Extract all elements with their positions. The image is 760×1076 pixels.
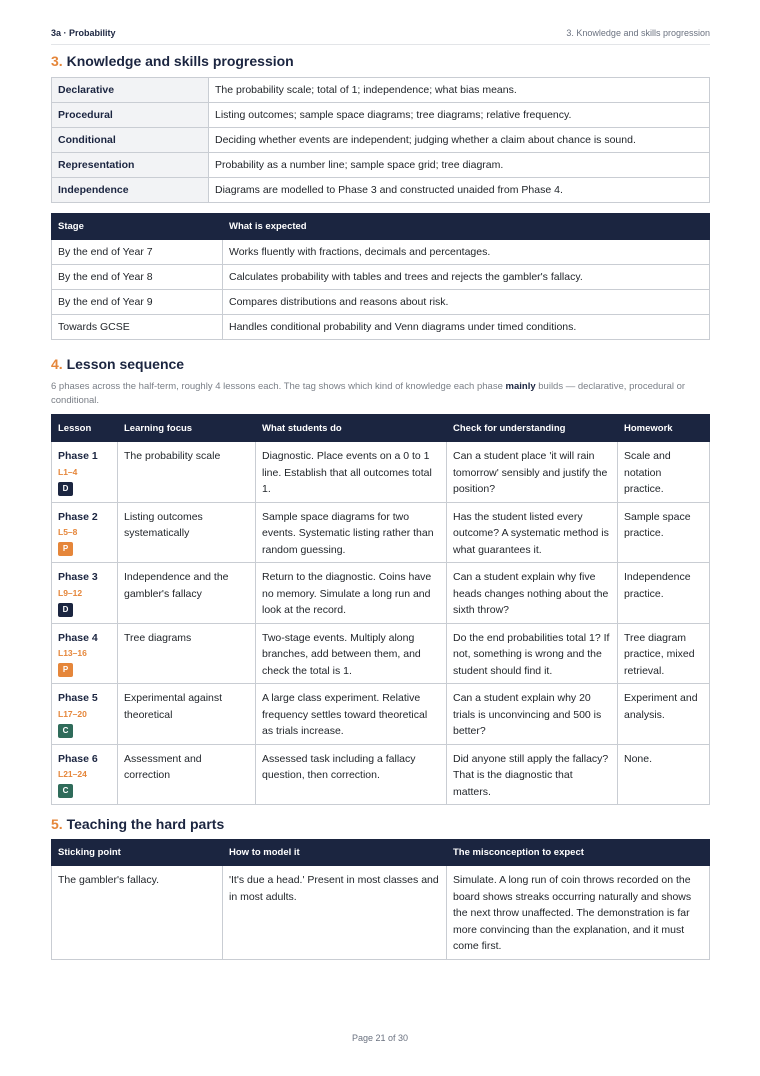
lesson-cell: [52, 684, 118, 745]
column-header: Sticking point: [52, 840, 223, 866]
intro-emphasis: mainly: [505, 381, 536, 392]
expected-cell: Handles conditional probability and Venn diagrams under timed conditions.: [223, 315, 710, 340]
lesson-range: L5–8: [58, 527, 78, 537]
hard-parts-table: [51, 839, 710, 960]
table-row: [52, 178, 710, 203]
stages-header-row: [52, 214, 710, 240]
homework-cell: Sample space practice.: [618, 502, 710, 563]
lesson-range: L21–24: [58, 769, 87, 779]
phase-name: Phase 3: [58, 571, 98, 583]
lessons-header-row: [52, 415, 710, 442]
column-header: Lesson: [52, 415, 118, 442]
misconception-cell: Simulate. A long run of coin throws recorded on the board shows streaks occurring naturally and shows the next throw unaffected. The demonstration is far more convincing than the explanation, and it must come first.: [447, 866, 710, 960]
stage-cell: By the end of Year 7: [52, 240, 223, 265]
table-row: [52, 103, 710, 128]
table-row: [52, 684, 710, 745]
column-header: Stage: [52, 214, 223, 240]
phase-name: Phase 5: [58, 692, 98, 704]
expected-cell: Calculates probability with tables and trees and rejects the gambler's fallacy.: [223, 265, 710, 290]
phase-name: Phase 4: [58, 631, 98, 644]
page-footer: Page 21 of 30: [351, 1033, 409, 1043]
students-do-cell: Return to the diagnostic. Coins have no memory. Simulate a long run and look at the record.: [256, 563, 447, 624]
students-do-cell: Assessed task including a fallacy question, then correction.: [256, 744, 447, 805]
expected-cell: Compares distributions and reasons about risk.: [223, 290, 710, 315]
lesson-sequence-table: [51, 414, 710, 805]
intro-text: builds — declarative, procedural or conditional.: [51, 381, 686, 406]
table-row: [52, 128, 710, 153]
column-header: The misconception to expect: [447, 840, 710, 866]
table-row: [52, 744, 710, 805]
table-row: [52, 290, 710, 315]
hard-header-row: [52, 840, 710, 866]
column-header: What is expected: [223, 214, 710, 240]
check-cell: Can a student place 'it will rain tomorrow' sensibly and justify the position?: [447, 442, 618, 503]
section-3-heading: [51, 53, 294, 69]
intro-text: 6 phases across the half-term, roughly 4 lessons each. The tag shows which kind of knowledge each phase: [51, 381, 506, 392]
lesson-range: L1–4: [58, 466, 78, 477]
students-do-cell: Two-stage events. Multiply along branches, add between them, and check the total is 1.: [256, 623, 447, 684]
knowledge-tag-badge: P: [58, 663, 73, 677]
expected-cell: Works fluently with fractions, decimals and percentages.: [223, 240, 710, 265]
students-do-cell: Sample space diagrams for two events. Systematic listing rather than random guessing.: [256, 502, 447, 563]
lesson-intro: [51, 380, 710, 408]
lesson-cell: [52, 563, 118, 624]
sticking-point-cell: The gambler's fallacy.: [52, 866, 223, 960]
phase-name: Phase 2: [58, 510, 98, 523]
table-row: [52, 78, 710, 103]
lesson-range: L9–12: [58, 587, 83, 598]
students-do-cell: A large class experiment. Relative frequency settles toward theoretical as trials increase.: [256, 684, 447, 745]
learning-focus-cell: Tree diagrams: [118, 623, 256, 684]
section-number: 3.: [51, 53, 63, 69]
running-header: [51, 28, 710, 45]
table-row: [52, 315, 710, 340]
header-right: 3. Knowledge and skills progression: [566, 28, 710, 38]
lesson-cell: [52, 442, 118, 503]
section-title: Knowledge and skills progression: [66, 53, 294, 69]
knowledge-description: Diagrams are modelled to Phase 3 and constructed unaided from Phase 4.: [209, 178, 710, 203]
stage-cell: By the end of Year 8: [52, 265, 223, 290]
knowledge-type: Procedural: [52, 103, 209, 128]
table-row: [52, 563, 710, 624]
table-row: [52, 866, 710, 960]
check-cell: Did anyone still apply the fallacy? That is the diagnostic that matters.: [447, 744, 618, 805]
column-header: Check for understanding: [447, 415, 618, 442]
knowledge-tag-badge: C: [58, 724, 73, 738]
homework-cell: Scale and notation practice.: [618, 442, 710, 503]
knowledge-description: Probability as a number line; sample space grid; tree diagram.: [209, 153, 710, 178]
section-number: 4.: [51, 356, 63, 372]
knowledge-type: Declarative: [52, 78, 209, 103]
section-title: Teaching the hard parts: [66, 816, 225, 832]
table-row: [52, 623, 710, 684]
table-row: [52, 153, 710, 178]
knowledge-description: The probability scale; total of 1; independence; what bias means.: [209, 78, 710, 103]
knowledge-description: Deciding whether events are independent; judging whether a claim about chance is sound.: [209, 128, 710, 153]
knowledge-tag-badge: D: [58, 603, 73, 617]
knowledge-table: [51, 77, 710, 203]
lesson-range: L13–16: [58, 648, 87, 658]
knowledge-tag-badge: D: [58, 482, 73, 496]
table-row: [52, 502, 710, 563]
homework-cell: Independence practice.: [618, 563, 710, 624]
homework-cell: None.: [618, 744, 710, 805]
check-cell: Can a student explain why five heads changes nothing about the sixth throw?: [447, 563, 618, 624]
phase-name: Phase 6: [58, 752, 98, 765]
knowledge-type: Representation: [52, 153, 209, 178]
table-row: [52, 265, 710, 290]
check-cell: Has the student listed every outcome? A systematic method is what guarantees it.: [447, 502, 618, 563]
knowledge-type: Independence: [52, 178, 209, 203]
homework-cell: Experiment and analysis.: [618, 684, 710, 745]
section-4-heading: [51, 356, 184, 372]
column-header: Homework: [618, 415, 710, 442]
section-number: 5.: [51, 816, 63, 832]
section-title: Lesson sequence: [66, 356, 185, 372]
lesson-range: L17–20: [58, 708, 87, 719]
lesson-cell: [52, 502, 118, 563]
check-cell: Can a student explain why 20 trials is unconvincing and 500 is better?: [447, 684, 618, 745]
learning-focus-cell: Assessment and correction: [118, 744, 256, 805]
knowledge-tag-badge: C: [58, 784, 73, 798]
lesson-cell: [52, 623, 118, 684]
stage-cell: By the end of Year 9: [52, 290, 223, 315]
table-row: [52, 442, 710, 503]
table-row: [52, 240, 710, 265]
knowledge-description: Listing outcomes; sample space diagrams; tree diagrams; relative frequency.: [209, 103, 710, 128]
learning-focus-cell: Independence and the gambler's fallacy: [118, 563, 256, 624]
stage-cell: Towards GCSE: [52, 315, 223, 340]
knowledge-tag-badge: P: [58, 542, 73, 556]
column-header: Learning focus: [118, 415, 256, 442]
check-cell: Do the end probabilities total 1? If not, something is wrong and the student should find it.: [447, 623, 618, 684]
section-5-heading: [51, 816, 224, 832]
header-left: 3a · Probability: [51, 28, 116, 38]
knowledge-type: Conditional: [52, 128, 209, 153]
phase-name: Phase 1: [58, 450, 98, 462]
learning-focus-cell: Experimental against theoretical: [118, 684, 256, 745]
lesson-cell: [52, 744, 118, 805]
column-header: How to model it: [223, 840, 447, 866]
learning-focus-cell: Listing outcomes systematically: [118, 502, 256, 563]
stages-table: [51, 213, 710, 340]
homework-cell: Tree diagram practice, mixed retrieval.: [618, 623, 710, 684]
column-header: What students do: [256, 415, 447, 442]
model-cell: 'It's due a head.' Present in most classes and in most adults.: [223, 866, 447, 960]
students-do-cell: Diagnostic. Place events on a 0 to 1 line. Establish that all outcomes total 1.: [256, 442, 447, 503]
learning-focus-cell: The probability scale: [118, 442, 256, 503]
